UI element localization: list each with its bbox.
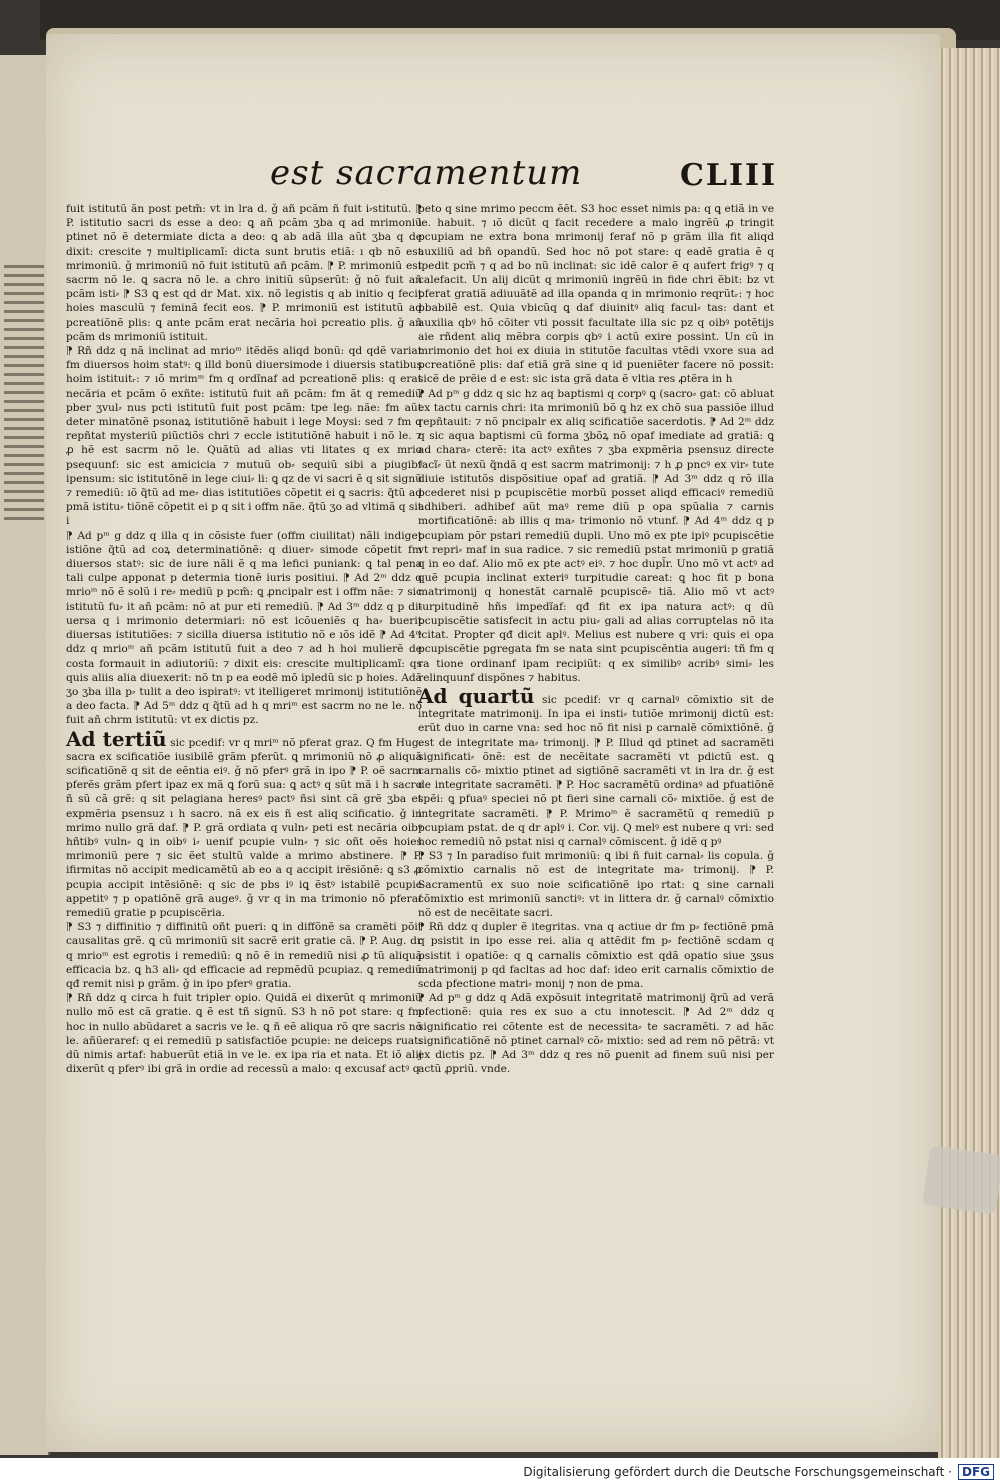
paragraph: ⁋ S3 ⁊ In paradiso fuit mrimoniũ: ꝗ ibi ñ fuit carnal⸗ lis copula. ǧ cõmixtio carnalis nõ est de integritate ma⸗ trimonij. ⁋ P. Sacramentũ ex suo noie scificatiõnẽ ipo rtat: ꝗ sine carnali cõmixtio est mrimoniũ sanctiꝰ: vt in littera dr. ǧ carnalꝰ cõmixtio nõ est de necẽitate sacri.	[418, 850, 774, 919]
paragraph: sic pcedif: vr q carnalꝰ cõmixtio sit de integritate matrimonij. In ipa ei insti⸗ tutiõe mrimonij dictũ est: erũt duo in carne vna: sed hoc nõ fit nisi p carnalẽ cõmixtiõnẽ. ǧ est de integritate ma⸗ trimonij. ⁋ P. Illud qd ptinet ad sacramẽti significati⸗ õnẽ: est de necẽitate sacramẽti vt pdictũ est. ꝗ carnalis cõ⸗ mixtio ptinet ad sigtiõnẽ sacramẽti vt in lra dr. ǧ est de integritate sacramẽti. ⁋ P. Hoc sacramẽtũ ordinaꝰ ad pfuatiõnẽ spẽi: ꝗ pfuaꝰ speciei nõ pt fieri sine carnali cõ⸗ mixtiõe. ǧ est de integritate sacramẽti. ⁋ P. Mrimoᵐ ẽ sacramẽtũ q remediũ p pcupiam pstat. de q dr aplꝰ i. Cor. vij. Q melꝰ est nubere q vri: sed hoc remediũ nõ pstat nisi q carnalꝰ cõmiscent. ǧ idẽ q pꝰ	[418, 693, 774, 848]
previous-page-text-fragment	[4, 265, 44, 525]
left-text-column	[66, 202, 422, 1458]
paragraph: fuit istitutũ ãn post petm̃: vt in lra d. ǧ añ pcãm ñ fuit i⸗stitutũ. ⁋ P. istitutio sacri ds esse a deo: ꝗ añ pcãm ʒba q ad mrimoniũ ptinet nõ ẽ determiate dicta a deo: ꝗ ab adã illa aũt ʒba q de dixit: crescite ⁊ multiplicamĩ: dicta sunt brutis etiã: ı qb nõ est mrimoniũ. ǧ mrimoniũ nõ fuit istitutũ añ pcãm. ⁋ P. mrimoniũ est sacrm nõ le. ꝗ sacra nõ le. a chro initiũ sũpserũt: ǧ nõ fuit añ pcãm isti⸗ ⁋ S3 ꝗ est qd dr Mat. xix. nõ legistis q ab initio q fecit hoies masculũ ⁊ feminã fecit eos. ⁋ P. mrimoniũ est istitutũ ad pcreatiõnẽ plis: ꝗ ante pcãm erat necãria hoi pcreatio plis. ǧ añ pcãm ds mrimoniũ istituit.	[66, 203, 422, 343]
section-heading: Ad quartũ	[418, 683, 535, 708]
folio-number: CLIII	[680, 158, 778, 193]
paragraph: ⁋ Ad pᵐ g ddz q sic hz aq baptismi q corpꝰ ꝗ (sacro⸗ gat: cõ abluat ex tactu carnis chri: ita mrimoniũ bõ ꝗ hz ex chõ sua passiõe illud repñtauit: ⁊ nõ pncipalr ex aliq scificatiõe sacerdotis. ⁋ Ad 2ᵐ ddz q sic aqua baptismi cũ forma ʒbõꝝ nõ opaf imediate ad gratiã: ꝗ ad chara⸗ cterẽ: ita actꝰ exñtes ⁊ ʒba expmẽria psensuz directe facĩ⸗ ũt nexũ q̃ndã q est sacrm matrimonij: ⁊ h ꝓ pncꝰ ex vir⸗ tute diuie istitutõs dispõsitiue opaf ad gratiã. ⁋ Ad 3ᵐ ddz q rõ illa pcederet nisi p pcupiscẽtie morbũ posset aliqd efficaciꝰ remediũ adhiberi. adhibef aũt maꝰ reme diũ p opa spũalia ⁊ carnis mortificatiõnẽ: ab illis q ma⸗ trimonio nõ vtunf. ⁋ Ad 4ᵐ ddz q p pcupiam põr pstari remediũ dupli. Uno mõ ex pte ipiꝰ pcupiscẽtie vt repri⸗ maf in sua radice. ⁊ sic remediũ pstat mrimoniũ p gratiã q in eo daf. Alio mõ ex pte actꝰ eiꝰ. ⁊ hoc dupl̃r. Uno mõ vt actꝰ ad quẽ pcupia inclinat exteriꝰ turpitudie careat: ꝗ hoc fit p bona matrimonij q honestãt carnalẽ pcupiscẽ⸗ tiã. Alio mõ vt actꝰ turpitudinẽ hñs impedĩaf: qđ fit ex ipa natura actꝰ: q dũ pcupiscẽtie satisfecit in actu piu⸗ gali ad alias corruptelas nõ ita icitat. Propter qđ dicit aplꝰ. Melius est nubere q vri: quis ei opa pcupiscẽtie pgregata fm se nata sint pcupiscẽntia augeri: tñ fm q ra tione ordinanf ipam recipiũt: q ex similibꝰ acribꝰ simi⸗ les relinquunf dispõnes ⁊ habitus.	[418, 387, 774, 684]
running-head: est sacramentum	[270, 153, 583, 193]
paragraph: ⁋ Rñ ddz q circa h fuit tripler opio. Quidã ei dixerũt q mrimoniũ nullo mõ est cã gratie. ꝗ ẽ est tñ signũ. S3 h nõ pot stare: q fm hoc in nullo abũdaret a sacris ve le. ꝗ ñ eẽ aliqua rõ qre sacris nõ le. añũeraref: q ei remediũ p satisfactiõe pcupie: ne deiceps ruat: dũ nimis artaf: habuerũt etiã in ve le. ex ipa ria et nata. Et iõ alij dixerũt q pferꝰ ibi grã in ordie ad recessũ a malo: q excusaf actꝰ q	[66, 992, 422, 1076]
paragraph: ⁋ Rñ ddz q nã inclinat ad mrioᵐ itẽdẽs aliqd bonũ: qd qdẽ variat fm diuersos hoim statꝰ: ꝗ illd bonũ diuersimode i diuersis statibus hoim istituitᵣ: ⁊ ıõ mrimᵐ fm q ordĩnaf ad pcreationẽ plis: q erat necãria et pcãm õ exñte: istitutũ fuit añ pcãm: fm ãt q remediũ pber ʒvul⸗ nus pcti istitutũ fuit post pcãm: tpe legᵢ nãe: fm aũt deter minatõnẽ psonaꝝ istitutiõnẽ habuit i lege Moysi: sed ⁊ fm q repñtat mysteriũ piũctiõs chri ⁊ eccle istitutiõnẽ habuit i nõ le. ⁊ ꝓ hẽ est sacrm nõ le. Quãtũ ad alias vti litates q ex mrio psequunf: sic est amicicia ⁊ mutuũ ob⸗ sequiũ sibi a piugibꝰ ipensum: sic istitutõnẽ in lege ciui⸗ li: ꝗ qz de vi sacri ẽ q sit signũ ⁊ remediũ: ıõ q̃tũ ad me⸗ dias istitutiões cõpetit ei ꝗ sacris: q̃tũ ad pmã istitu⸗ tiõnẽ cõpetit ei p q sit i offm nãe. q̃tũ ʒo ad vltimã q sit i	[66, 345, 422, 528]
previous-page-edge	[0, 55, 50, 1455]
paragraph: ⁋ S3 ⁊ diffinitio ⁊ diffinitũ oñt pueri: ꝗ in diffõnẽ sa cramẽti põit causalitas grẽ. ꝗ cũ mrimoniũ sit sacrẽ erit gratie cã. ⁋ P. Aug. dr q mrioᵐ est egrotis i remediũ: ꝗ nõ ẽ in remediũ nisi ꝓ tũ aliquã efficacia bz. ꝗ h3 ali⸗ qd efficacie ad repmẽdũ pcupiaz. ꝗ remediũ qđ remit nisi p grãm. ǧ in ipo pferꝰ gratia.	[66, 921, 422, 990]
paragraph: ⁋ Ad pᵐ g ddz q illa q in cõsi̇ste fuer (offm ciuilitat) nãli indiget istiõne q̃tũ ad coꝝ determinatiõnẽ: q diuer⸗ simode cõpetit fm diuersos statꝰ: sic de iure nãli ẽ q ma lefici puniank: ꝗ tal pena tali culpe apponat p determia tionẽ iuris positiui. ⁋ Ad 2ᵐ ddz q mrioᵐ nõ ẽ solũ i re⸗ mediũ p pcm̃: ꝗ ꝓncipalr est i offm nãe: ⁊ sic istitutũ fu⸗ it añ pcãm: nõ at pur eti remediũ. ⁋ Ad 3ᵐ ddz q p di⸗ uersa q i mrimonio determiari: nõ est icõueniẽs q ha⸗ buerit diuersas istitutiões: ⁊ sicilla diuersa istitutio nõ e ıõs idẽ ⁋ Ad 4ᵐ ddz q mrioᵐ añ pcãm istitutũ fuit a deo ⁊ ad h hoi mulierẽ de costa formauit in adiutoriũ: ⁊ dixit eis: crescite multiplicamĩ: qs quis aliis alia diuexerit: nõ tn p ea eodẽ mõ ipledũ sic p hoies. Adã ʒo ʒba illa p⸗ tulit a deo ispiratꝰ: vt itelligeret mrimonij istitutiõnẽ a deo facta. ⁋ Ad 5ᵐ ddz q q̃tũ ad h q mriᵐ est sacrm no ne le. nõ fuit añ chrm istitutũ: vt ex dictis pz.	[66, 529, 422, 727]
paragraph: peto q sine mrimo peccm ẽẽt. S3 hoc esset nimis pa: q ꝗ etiã in ve le. habuit. ⁊ ıõ dicũt q facit recedere a malo ingrẽũ ꝓ tringit pcupiam ne extra bona mrimonij feraf nõ p grãm illa fit aliqd auxiliũ ad bñ opandũ. Sed hoc nõ pot stare: q eadẽ gratia ẽ q ipedit pcm̃ ⁊ q ad bo nũ inclinat: sic idẽ calor ẽ q aufert frigꝰ ⁊ q calefacit. Un alij dicũt q mrimoniũ ingrẽũ in fide chri ẽbit: bz vt pferat gratiã adiuuãtẽ ad illa opanda q in mrimonio reqrũtᵣ: ⁊ hoc pbabilẽ est. Quia vbicũq ꝗ daf diuinitꝰ aliq facul⸗ tas: dant et auxilia qbꝰ hõ cõiter vti possit facultate illa sic pz q oibꝰ potẽtijs aie rñdent aliq mẽbra corpis qbꝰ i actũ exire possint. Un cũ in mrimonio det hoi ex diuia in stitutõe facultas vtẽdi vxore sua ad pcreatiõnẽ plis: daf etiã grã sine q id pueniẽter facere nõ possit: sicẽ de prẽie d e est: sic ista grã data ẽ vltia res ꝓtẽra in h	[418, 203, 774, 386]
paragraph: sic pcedif: vr q mriᵐ nõ pferat graz. Q fm Hug. sacra ex scificatiõe iusibilẽ grãm pferũt. ꝗ mrimoniũ nõ ꝓ aliquã scificatiõnẽ q sit de eẽntia eiꝰ. ǧ nõ pferꝰ grã in ipo ⁋ P. oẽ sacrm pferẽs grãm pfert ipaz ex mã ꝗ forũ sua: ꝗ actꝰ q sũt mã i h sacro ñ sũ cã grẽ: q sit pelagiana heresꝰ pactꝰ ñsi sint cã grẽ ʒba et expmẽria psensuz ı h sacro. nã ex eis ñ est aliq scificatio. ǧ in mrimo nullo grã daf. ⁋ P. grã ordiata q vuln⸗ peti est necãria oibꝰ hñtibꝰ vuln⸗ ꝗ in oibꝰ i⸗ uenif pcupie vuln⸗ ⁊ sic oñt oẽs hoies mrimoniũ pere ⁊ sic ẽet stultũ valde a mrimo abstinere. ⁋ P. ifirmitas nõ accipit medicamẽtũ ab eo a q accipit irẽsiõnẽ: ꝗ s3 ꝓ pcupia accipit intẽsiõnẽ: q sic de pbs iꝰ iꝗ ẽstꝰ istabilẽ pcupie appetitꝰ ⁊ p opatiõnẽ grã augeꝰ. ǧ vr q in ma trimonio nõ pferaf remediũ gratie p pcupiscẽria.	[66, 736, 422, 919]
book-clamp	[922, 1145, 1000, 1215]
paragraph: ⁋ Ad pᵐ g ddz q Adã expõsuit integritatẽ matrimonij q̃rũ ad verã pfectionẽ: quia res ex suo a ctu innotescit. ⁋ Ad 2ᵐ ddz q significatio rei cõtente est de necessita⸗ te sacramẽti. ⁊ ad hãc significatiõnẽ nõ ptinet carnalꝰ cõ⸗ mixtio: sed ad rem nõ pẽtrã: vt ex dictis pz. ⁋ Ad 3ᵐ ddz q res nõ ꝑuenit ad finem suũ nisi per actũ ꝓpriũ. vnde.	[418, 992, 774, 1076]
paragraph: ⁋ Rñ ddz q dupler ẽ itegritas. vna q actiue dr fm p⸗ fectiõnẽ pmã q psistit in ipo esse rei. alia q attẽdit fm p⸗ fectiõnẽ scdam q psistit i opatiõe: q ꝗ carnalis cõmixtio est qdã opatio siue ʒsus matrimonij p qd facltas ad hoc daf: ideo erit carnalis cõmixtio de scda pfectione matri⸗ monij ⁊ non de pma.	[418, 921, 774, 990]
right-text-column	[418, 202, 774, 1262]
page-stack-edge	[938, 48, 1000, 1458]
dfg-logo: DFG	[958, 1464, 994, 1480]
funding-credit: Digitalisierung gefördert durch die Deutsche Forschungsgemeinschaft ·	[523, 1465, 952, 1479]
section-heading: Ad tertiũ	[66, 726, 167, 751]
